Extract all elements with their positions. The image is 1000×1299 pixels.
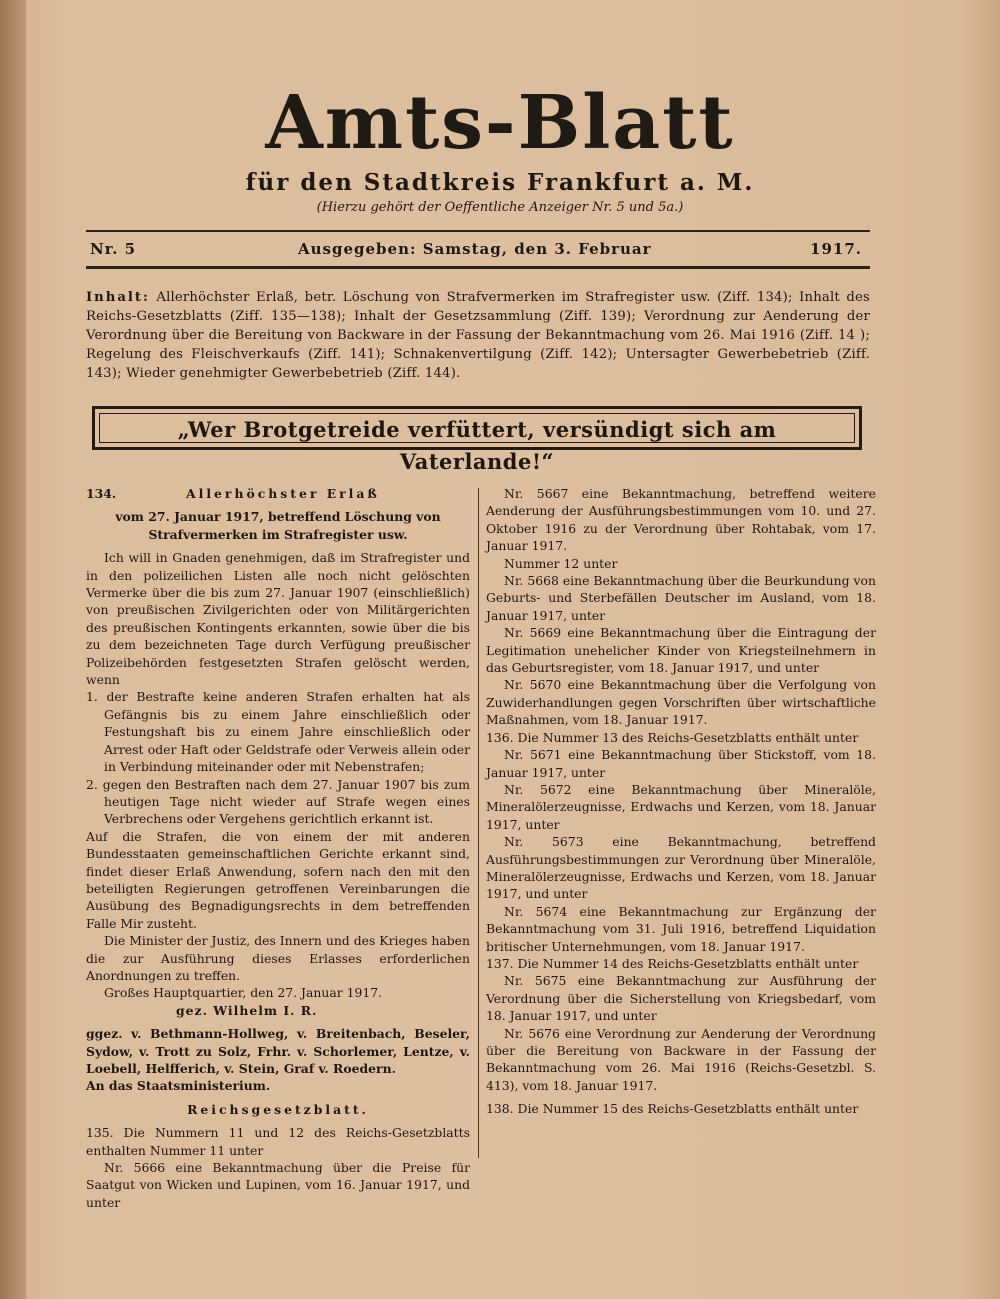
slogan-box	[92, 406, 862, 474]
erlass-heading-line	[86, 485, 470, 502]
issue-bar	[86, 230, 870, 269]
newspaper-title: Amts-Blatt	[265, 80, 735, 166]
reichsgesetzblatt-heading: Reichsgesetzblatt.	[187, 1101, 369, 1117]
entry-5673: Nr. 5673 eine Bekanntmachung, betreffend Ausführungsbestimmungen zur Verordnung über Mineralöle, Mineralölerzeugnisse, Erdwachs und Kerzen, vom 18. Januar 1917, und unter	[486, 834, 876, 902]
newspaper-subtitle: für den Stadtkreis Frankfurt a. M.	[245, 169, 755, 196]
contents-text: Allerhöchster Erlaß, betr. Löschung von Strafvermerken im Strafregister usw. (Ziff. 134); Inhalt des Reichs-Gesetzblatts (Ziff. 135—138); Inhalt der Gesetzsammlung (Ziff. 139); Verordnung zur Aenderung der Verordnung über die Bereitung von Backware in der Fassung der Bekanntmachung vom 26. Mai 1916 (Ziff. 14 ); Regelung des Fleischverkaufs (Ziff. 141); Schnakenvertilgung (Ziff. 142); Untersagter Gewerbebetrieb (Ziff. 143); Wieder genehmigter Gewerbebetrieb (Ziff. 144).	[86, 290, 870, 381]
binding-edge	[0, 0, 26, 1299]
issue-number: Nr. 5	[90, 240, 137, 258]
entry-5670: Nr. 5670 eine Bekanntmachung über die Verfolgung von Zuwiderhandlungen gegen Vorschriften über wirtschaftliche Maßnahmen, vom 18. Januar 1917.	[486, 677, 876, 728]
right-column	[486, 485, 876, 1118]
entry-5675: Nr. 5675 eine Bekanntmachung zur Ausführung der Verordnung über die Sicherstellung von Kriegsbedarf, vom 18. Januar 1917, und unter	[486, 973, 876, 1024]
contents-label: Inhalt:	[86, 290, 150, 305]
section-138: 138. Die Nummer 15 des Reichs-Gesetzblatts enthält unter	[486, 1101, 859, 1117]
erlass-paragraph-2: Auf die Strafen, die von einem der mit anderen Bundesstaaten gemeinschaftlichen Gerichte erkannt sind, findet dieser Erlaß Anwendung, sofern nach den mit den beteiligten Regierungen getroffenen Vereinbarungen die Ausübung des Begnadigungsrechts in dem betreffenden Falle Mir zusteht.	[86, 828, 470, 931]
entry-5671: Nr. 5671 eine Bekanntmachung über Stickstoff, vom 18. Januar 1917, unter	[486, 747, 876, 780]
erlass-cosignatories: ggez. v. Bethmann-Hollweg, v. Breitenbach, Beseler, Sydow, v. Trott zu Solz, Frhr. v. Schorlemer, Lentze, v. Loebell, Helfferich, v. Stein, Graf v. Roedern.	[86, 1026, 470, 1076]
entry-5674: Nr. 5674 eine Bekanntmachung zur Ergänzung der Bekanntmachung vom 31. Juli 1916, betreffend Liquidation britischer Unternehmungen, vom 18. Januar 1917.	[486, 903, 876, 954]
left-column	[86, 485, 470, 1211]
section-number-134: 134.	[86, 486, 117, 501]
slogan-text: „Wer Brotgetreide verfüttert, versündigt sich am Vaterlande!“	[99, 413, 855, 443]
issue-year: 1917.	[810, 240, 862, 258]
entry-5669: Nr. 5669 eine Bekanntmachung über die Eintragung der Legitimation unehelicher Kinder von Kriegsteilnehmern in das Geburtsregister, vom 18. Januar 1917, und unter	[486, 625, 876, 676]
issue-date: Ausgegeben: Samstag, den 3. Februar	[298, 240, 652, 258]
entry-5666: Nr. 5666 eine Bekanntmachung über die Preise für Saatgut von Wicken und Lupinen, vom 16. Januar 1917, und unter	[86, 1160, 470, 1210]
entry-5676: Nr. 5676 eine Verordnung zur Aenderung der Verordnung über die Bereitung von Backware in der Fassung der Bekanntmachung vom 26. Mai 1916 (Reichs-Gesetzbl. S. 413), vom 18. Januar 1917.	[486, 1025, 876, 1093]
entry-5672: Nr. 5672 eine Bekanntmachung über Mineralöle, Mineralölerzeugnisse, Erdwachs und Kerzen, vom 18. Januar 1917, unter	[486, 781, 876, 832]
erlass-heading: Allerhöchster Erlaß	[186, 486, 380, 501]
supplement-note: (Hierzu gehört der Oeffentliche Anzeiger Nr. 5 und 5a.)	[316, 200, 684, 215]
erlass-place-date: Großes Hauptquartier, den 27. Januar 1917.	[104, 985, 383, 1001]
erlass-item-2: 2. gegen den Bestraften nach dem 27. Januar 1907 bis zum heutigen Tage nicht wieder auf Strafe wegen eines Verbrechens oder Vergehens gerichtlich erkannt ist.	[86, 776, 470, 827]
erlass-signature: gez. Wilhelm I. R.	[176, 1002, 318, 1018]
erlass-addressee: An das Staatsministerium.	[86, 1078, 271, 1094]
entry-5667: Nr. 5667 eine Bekanntmachung, betreffend weitere Aenderung der Ausführungsbestimmungen vom 10. und 27. Oktober 1916 zu der Verordnung über Rohtabak, vom 17. Januar 1917.	[486, 486, 876, 554]
erlass-paragraph-3: Die Minister der Justiz, des Innern und des Krieges haben die zur Ausführung dieses Erlasses erforderlichen Anordnungen zu treffen.	[86, 933, 470, 983]
erlass-item-1: 1. der Bestrafte keine anderen Strafen erhalten hat als Gefängnis bis zu einem Jahre einschließlich oder Festungshaft bis zu einem Jahre einschließlich oder Arrest oder Haft oder Geldstrafe oder Verweis allein oder in Verbindung miteinander oder mit Nebenstrafen;	[86, 689, 470, 775]
column-divider	[478, 488, 479, 1158]
section-137: 137. Die Nummer 14 des Reichs-Gesetzblatts enthält unter	[486, 955, 859, 971]
masthead	[80, 78, 920, 215]
table-of-contents	[86, 288, 870, 383]
number-12-label: Nummer 12 unter	[504, 555, 618, 571]
entry-5668: Nr. 5668 eine Bekanntmachung über die Beurkundung von Geburts- und Sterbefällen Deutscher im Ausland, vom 18. Januar 1917, unter	[486, 573, 876, 623]
section-136: 136. Die Nummer 13 des Reichs-Gesetzblatts enthält unter	[486, 729, 859, 745]
section-135: 135. Die Nummern 11 und 12 des Reichs-Gesetzblatts enthalten Nummer 11 unter	[86, 1125, 470, 1158]
erlass-paragraph-1: Ich will in Gnaden genehmigen, daß im Strafregister und in den polizeilichen Listen alle noch nicht gelöschten Vermerke über die bis zum 27. Januar 1907 (einschließlich) von preußischen Zivilgerichten oder von Militärgerichten des preußischen Kontingents erkannten, sowie über die bis zu dem bezeichneten Tage durch Verfügung preußischer Polizeibehörden festgesetzten Strafen gelöscht werden, wenn	[86, 550, 470, 688]
erlass-subheading: vom 27. Januar 1917, betreffend Löschung von Strafvermerken im Strafregister usw.	[115, 509, 441, 542]
